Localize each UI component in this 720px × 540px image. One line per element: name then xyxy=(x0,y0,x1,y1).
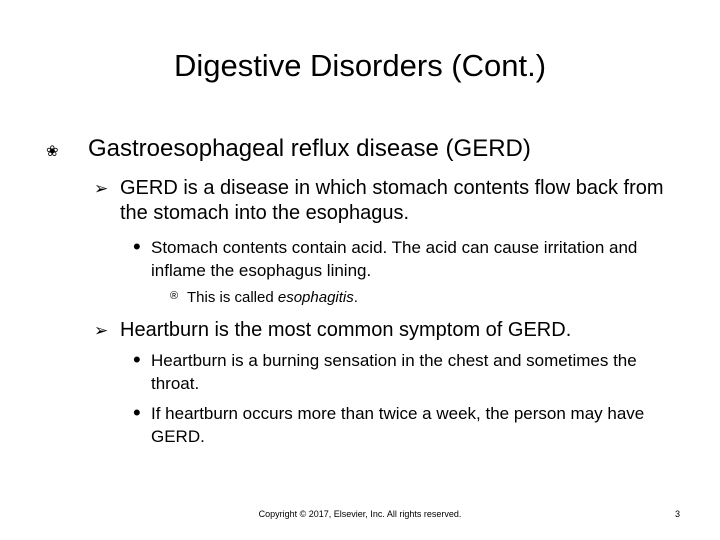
dot-bullet-icon: • xyxy=(133,234,141,259)
level3-text: If heartburn occurs more than twice a week, the person may have GERD. xyxy=(151,404,645,446)
dot-bullet-icon: • xyxy=(133,347,141,372)
level4-text: This is called esophagitis. xyxy=(187,289,358,306)
level2-text: Heartburn is the most common symptom of GERD. xyxy=(120,319,572,341)
dot-bullet-icon: • xyxy=(133,400,141,425)
arrow-bullet-icon: ➢ xyxy=(94,321,109,340)
term-esophagitis: esophagitis xyxy=(277,289,354,306)
level1-text: Gastroesophageal reflux disease (GERD) xyxy=(88,135,531,162)
registered-bullet-icon: ® xyxy=(170,290,179,302)
page-number: 3 xyxy=(674,509,680,519)
level2-text: GERD is a disease in which stomach contents flow back from the stomach into the esophagus. xyxy=(120,177,664,224)
arrow-bullet-icon: ➢ xyxy=(94,179,109,198)
level3-text: Stomach contents contain acid. The acid can cause irritation and inflame the esophagus lining. xyxy=(151,238,638,280)
flower-bullet-icon: ❀ xyxy=(46,143,59,160)
copyright-footer: Copyright © 2017, Elsevier, Inc. All rights reserved. xyxy=(258,509,462,519)
level3-text: Heartburn is a burning sensation in the chest and sometimes the throat. xyxy=(151,351,637,393)
slide-title: Digestive Disorders (Cont.) xyxy=(173,48,547,83)
